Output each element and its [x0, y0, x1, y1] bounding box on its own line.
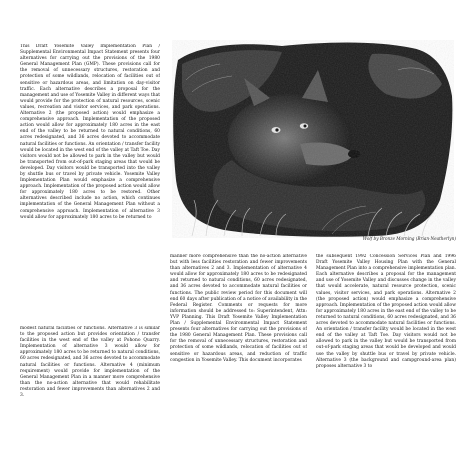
text-column-middle — [170, 254, 307, 462]
paragraph: manner more comprehensive than the no-action alternative but with less facilities restoration and fewer improvements than alternatives 2 and 3. Implementation of alternative 4 would allow for approximately 180 acres to be redesignated and returned to natural conditions, 60 acres redesignated, and 36 acres devoted to accommodate natural facilities or functions. The public review period for this document will end 60 days after publication of a notice of availability in the Federal Register. Comments or requests for more information should be addressed to: Superintendent, Attn: YVP Planning. This Draft Yosemite Valley Implementation Plan / Supplemental Environmental Impact Statement presents four alternatives for carrying out the provisions of the 1980 General Management Plan. These provisions call for the removal of unnecessary structures, restoration and protection of some wildlands, relocation of facilities out of sensitive or hazardous areas, and reduction of traffic congestion in Yosemite Valley. This document incorporates — [170, 254, 307, 363]
paragraph: modest natural facilities or functions. Alternative 3 is similar to the proposed action but provides orientation / transfer facilities in the west end of the valley at Pohono Quarry. Implementation of alternative 3 would allow for approximately 180 acres to be returned to natural conditions, 60 acres redesignated, and 36 acres devoted to accommodate natural facilities or functions. Alternative 4 (minimum requirement) would provide for implementation of the General Management Plan in a manner more comprehensive than the no-action alternative that would rehabilitate restoration and fewer improvements than alternatives 2 and 3. — [20, 326, 160, 399]
wolf-illustration — [172, 40, 454, 238]
text-column-left-bottom — [20, 326, 160, 462]
paragraph: This Draft Yosemite Valley Implementation Plan / Supplemental Environmental Impact Statement presents four alternatives for carrying out the provisions of the 1980 General Management Plan (GMP). These provisions call for the removal of unnecessary structures, restoration and protection of some wildlands, relocation of facilities out of sensitive or hazardous areas, and limitation on day-visitor traffic. Each alternative describes a proposal for the management and use of Yosemite Valley in different ways that would provide for the protection of natural resources, scenic values, recreation and visitor services, and park operations. Alternative 2 (the proposed action) would emphasize a comprehensive approach. Implementation of the proposed action would allow for approximately 180 acres in the east end of the valley to be returned to natural conditions, 60 acres redesignated, and 36 acres devoted to accommodate natural facilities or functions. An orientation / transfer facility would be located in the west end of the valley at Taft Toe. Day visitors would not be allowed to park in the valley but would be transported from out-of-park staging areas that would be developed. Day visitors would be transported into the valley by shuttle bus or travel by private vehicle. Yosemite Valley Implementation Plan would emphasize a comprehensive approach. Implementation of the proposed action would allow for approximately 180 acres to be restored. Other alternatives described include no action, which continues implementation of the General Management Plan without a comprehensive approach. Implementation of alternative 3 would allow for approximately 180 acres to be returned to — [20, 44, 160, 220]
paragraph: the subsequent 1992 Concession Services Plan and 1996 Draft Yosemite Valley Housing Plan with the General Management Plan into a comprehensive implementation plan. Each alternative describes a proposal for the management and use of Yosemite Valley and discusses change in the valley that would accelerate, natural resource protection, scenic values, visitor services, and park operations. Alternative 2 (the proposed action) would emphasize a comprehensive approach. Implementation of the proposed action would allow for approximately 180 acres in the east end of the valley to be returned to natural conditions, 60 acres redesignated, and 36 acres devoted to accommodate natural facilities or functions. An orientation / transfer facility would be located in the west end of the valley at Taft Toe. Day visitors would not be allowed to park in the valley but would be transported from out-of-park staging areas that would be developed and would use the valley by shuttle bus or travel by private vehicle. Alternative 3 (the background and campground-area plan) proposes alternative 3 to — [316, 254, 456, 369]
text-column-right — [316, 254, 456, 462]
figure-caption: Wolf by Bronze Morning (Brian-Neatherlyn) — [362, 236, 456, 241]
text-column-left-top — [20, 44, 160, 362]
